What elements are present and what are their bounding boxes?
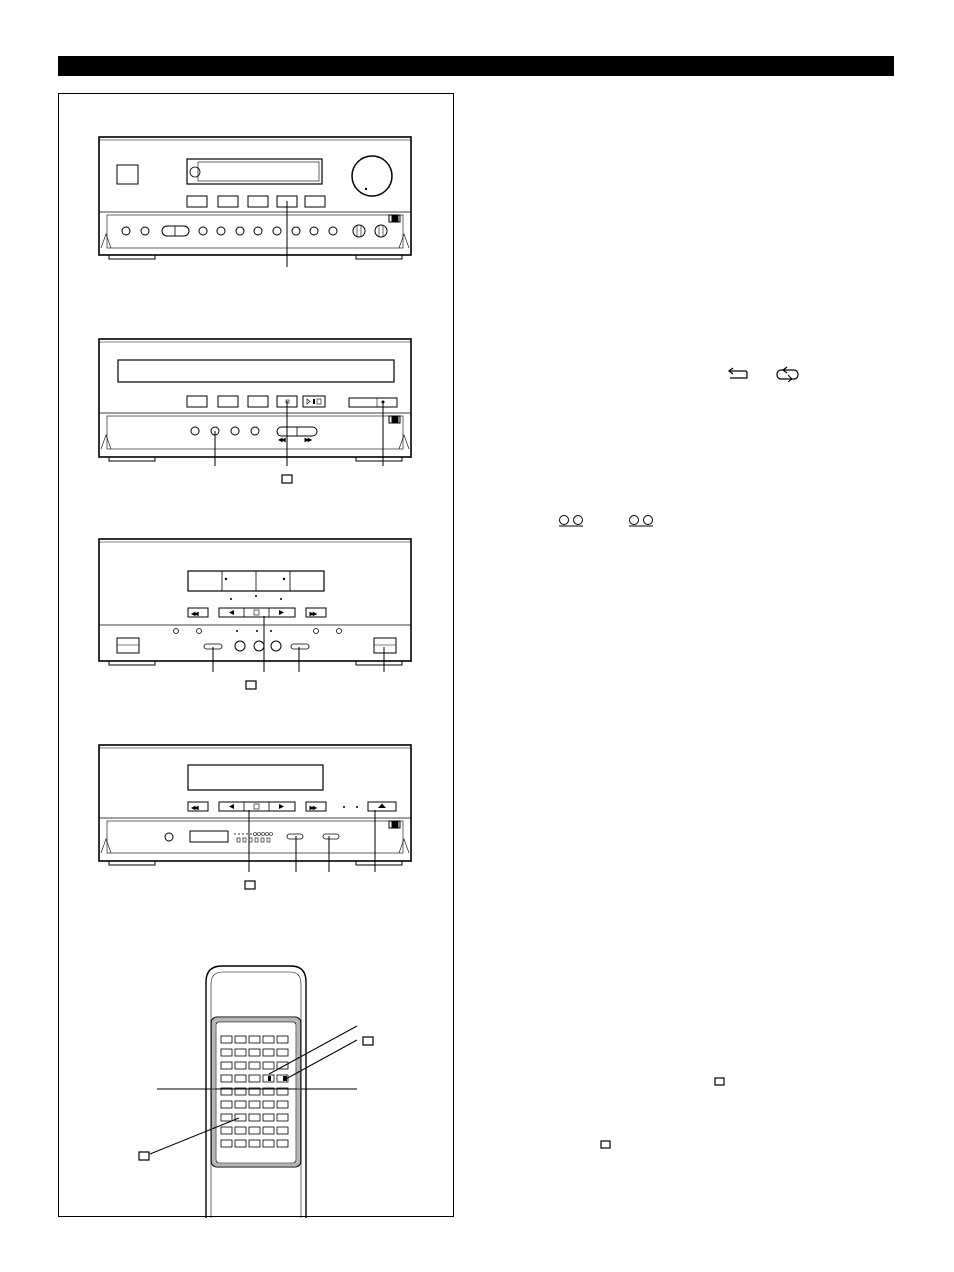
- repeat-one-icon: [727, 367, 749, 381]
- tape-deck-a-icon: [557, 514, 585, 528]
- right-column: [462, 93, 894, 1217]
- svg-text:◀◀: ◀◀: [192, 611, 199, 616]
- figure-panel: [58, 93, 454, 1217]
- header-bar: [58, 56, 894, 76]
- repeat-all-icon: [775, 366, 801, 382]
- cassette-deck-front-panel-icon: [99, 539, 411, 689]
- note-box-icon: [714, 1077, 726, 1087]
- svg-text:▶▶: ▶▶: [310, 805, 317, 810]
- svg-text:◀◀: ◀◀: [279, 437, 286, 442]
- figures-svg: [59, 94, 455, 1218]
- note-box-icon: [600, 1140, 612, 1150]
- cd-player-front-panel-icon: [99, 339, 411, 483]
- tape-deck-b-icon: [627, 514, 655, 528]
- receiver-front-panel-icon: [99, 137, 411, 267]
- svg-text:▶▶: ▶▶: [310, 611, 317, 616]
- svg-text:◀◀: ◀◀: [192, 805, 199, 810]
- svg-text:▶▶: ▶▶: [305, 437, 312, 442]
- md-recorder-front-panel-icon: [99, 745, 411, 889]
- remote-control-icon: [139, 966, 373, 1218]
